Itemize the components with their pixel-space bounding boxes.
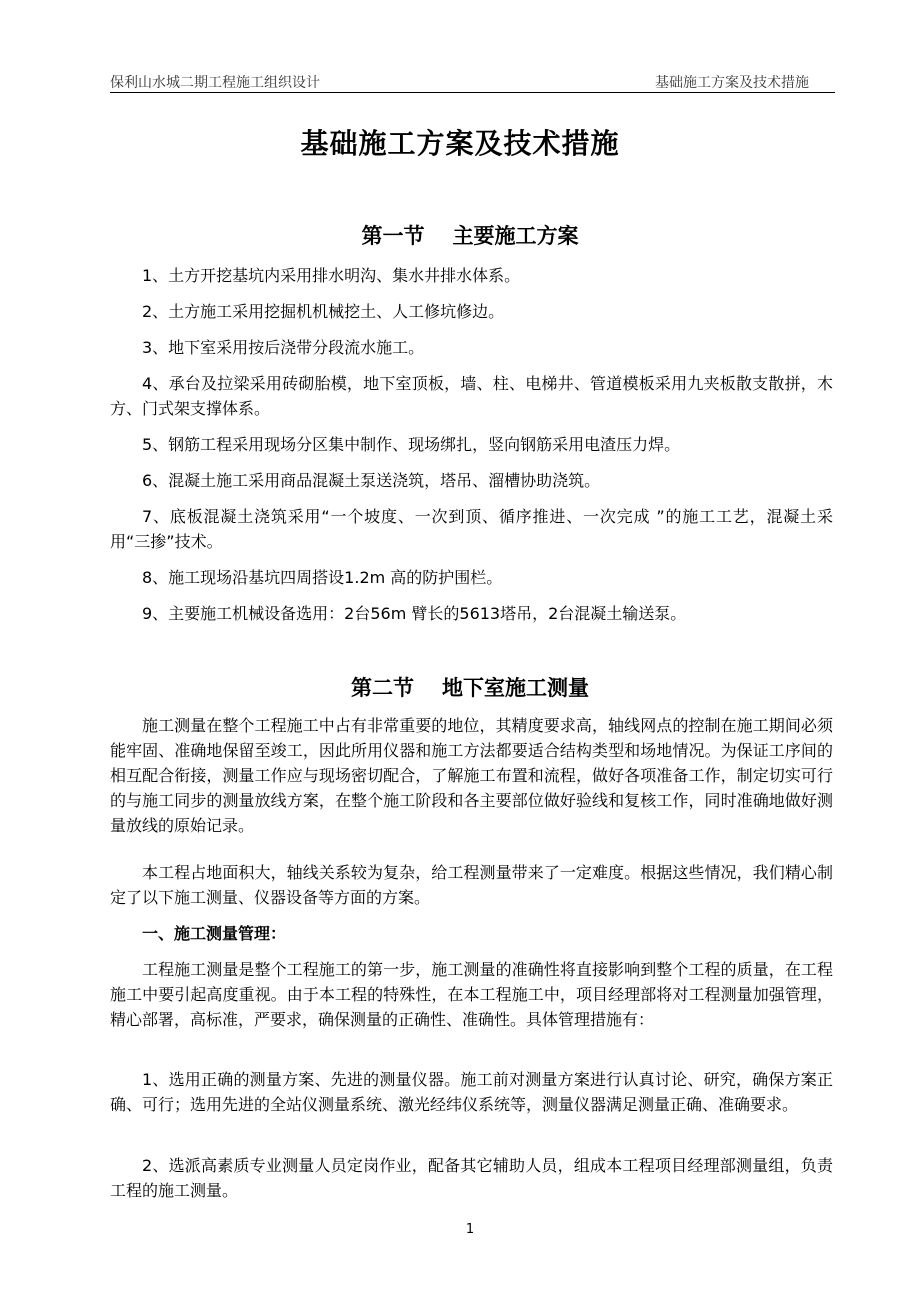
- section-2-paragraph: 本工程占地面积大，轴线关系较为复杂，给工程测量带来了一定难度。根据这些情况，我们精心制定了以下施工测量、仪器设备等方面的方案。: [110, 863, 833, 907]
- section-2-paragraph: 1、选用正确的测量方案、先进的测量仪器。施工前对测量方案进行认真讨论、研究，确保方案正确、可行；选用先进的全站仪测量系统、激光经纬仪系统等，测量仪器满足测量正确、准确要求。: [110, 1070, 833, 1114]
- subsection-heading: 一、施工测量管理：: [142, 924, 287, 943]
- section-1-item: 2、土方施工采用挖掘机机械挖土、人工修坑修边。: [142, 302, 505, 321]
- page-header: [110, 70, 835, 93]
- section-1-number: 第一节: [361, 223, 425, 248]
- header-document-name: 保利山水城二期工程施工组织设计: [110, 75, 320, 91]
- section-1-name: 主要施工方案: [452, 223, 579, 248]
- section-1-item: 7、底板混凝土浇筑采用“一个坡度、一次到顶、循序推进、一次完成 ”的施工工艺，混凝土采用“三掺”技术。: [110, 507, 833, 551]
- header-chapter-name: 基础施工方案及技术措施: [655, 75, 809, 91]
- section-2-paragraph: 工程施工测量是整个工程施工的第一步，施工测量的准确性将直接影响到整个工程的质量，在工程施工中要引起高度重视。由于本工程的特殊性，在本工程施工中，项目经理部将对工程测量加强管理，精心部署，高标准，严要求，确保测量的正确性、准确性。具体管理措施有：: [110, 960, 833, 1029]
- page-number: 1: [465, 1222, 475, 1237]
- section-1-item: 8、施工现场沿基坑四周搭设1.2m 高的防护围栏。: [142, 568, 503, 587]
- section-2-paragraph: 施工测量在整个工程施工中占有非常重要的地位，其精度要求高，轴线网点的控制在施工期间必须能牢固、准确地保留至竣工，因此所用仪器和施工方法都要适合结构类型和场地情况。为保证工序间的相互配合衔接，测量工作应与现场密切配合，了解施工布置和流程，做好各项准备工作，制定切实可行的与施工同步的测量放线方案，在整个施工阶段和各主要部位做好验线和复核工作，同时准确地做好测量放线的原始记录。: [110, 716, 833, 835]
- section-2-name: 地下室施工测量: [442, 675, 589, 700]
- section-2-number: 第二节: [351, 675, 414, 700]
- section-1-item: 1、土方开挖基坑内采用排水明沟、集水井排水体系。: [142, 266, 521, 285]
- section-1-item: 6、混凝土施工采用商品混凝土泵送浇筑，塔吊、溜槽协助浇筑。: [142, 471, 601, 490]
- section-1-heading: [0, 220, 920, 250]
- section-1-item: 9、主要施工机械设备选用：2台56m 臂长的5613塔吊，2台混凝土输送泵。: [142, 604, 687, 623]
- section-1-item: 4、承台及拉梁采用砖砌胎模，地下室顶板，墙、柱、电梯井、管道模板采用九夹板散支散拼，木方、门式架支撑体系。: [110, 374, 833, 418]
- document-title: 基础施工方案及技术措施: [300, 127, 620, 160]
- section-1-item: 5、钢筋工程采用现场分区集中制作、现场绑扎，竖向钢筋采用电渣压力焊。: [142, 435, 681, 454]
- section-2-paragraph: 2、选派高素质专业测量人员定岗作业，配备其它辅助人员，组成本工程项目经理部测量组，负责工程的施工测量。: [110, 1156, 833, 1200]
- section-2-heading: [0, 672, 920, 702]
- section-1-item: 3、地下室采用按后浇带分段流水施工。: [142, 338, 425, 357]
